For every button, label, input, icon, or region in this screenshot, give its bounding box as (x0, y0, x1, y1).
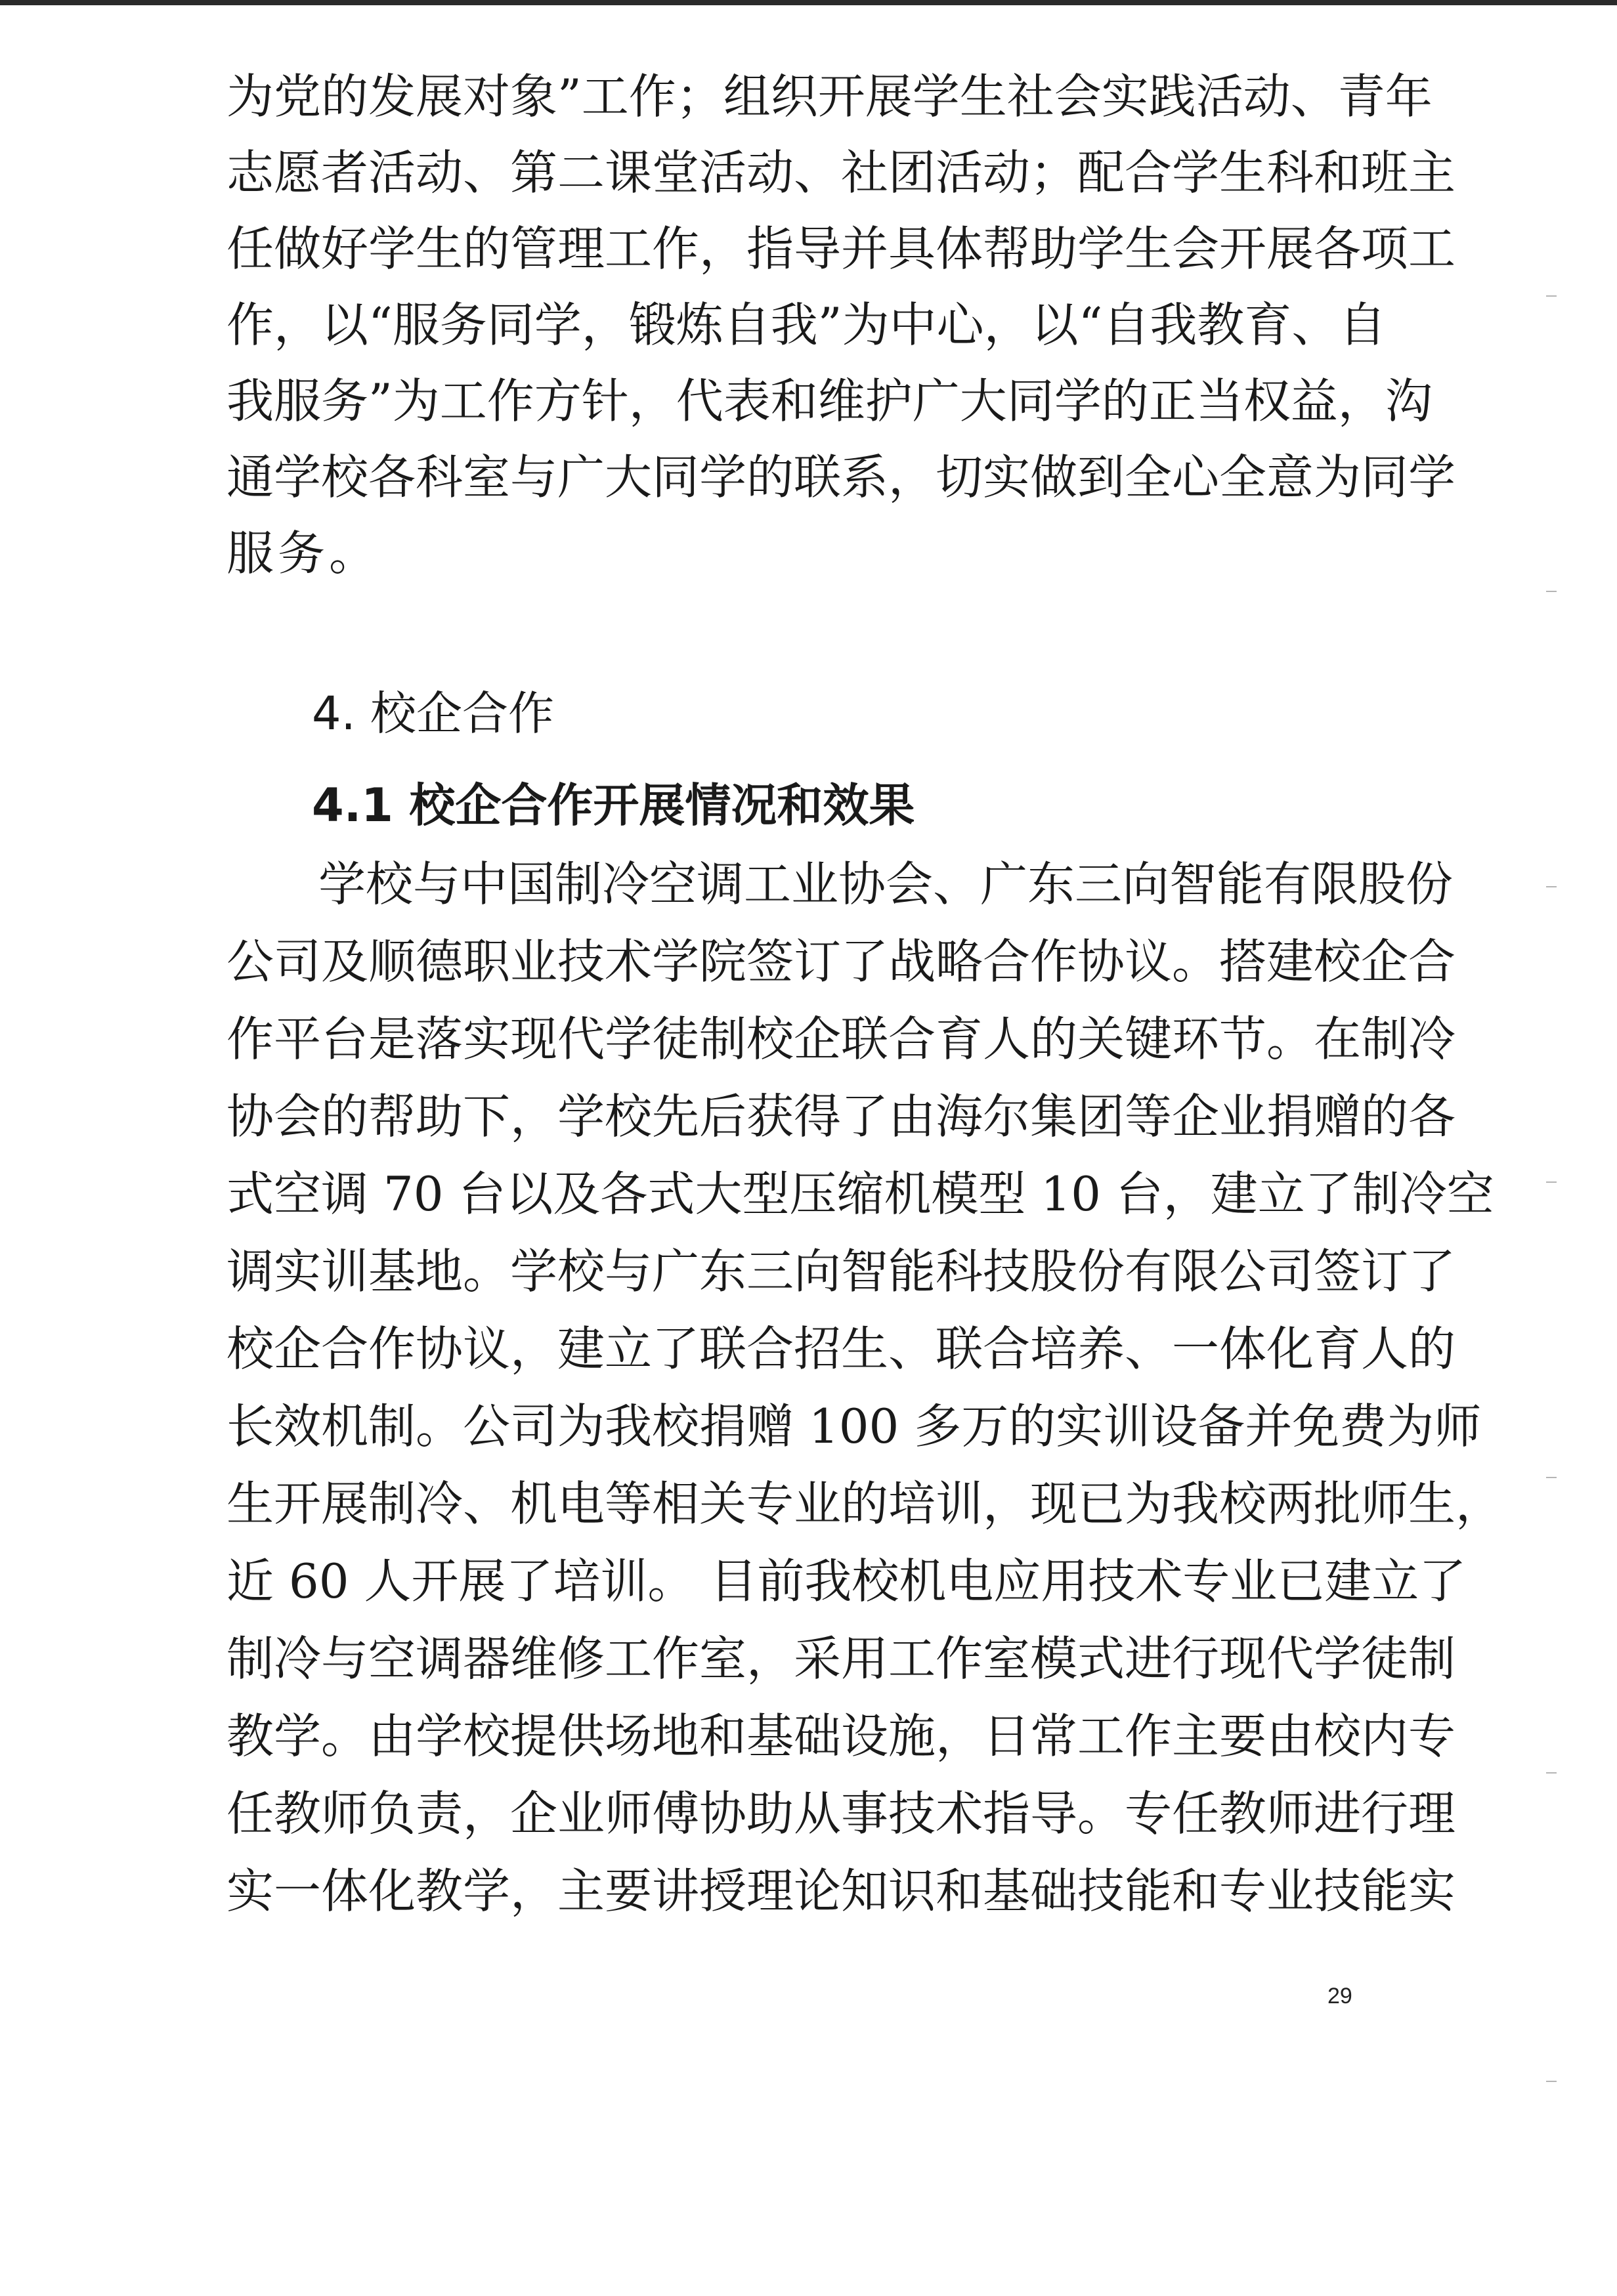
paragraph-line: 校企合作协议，建立了联合招生、联合培养、一体化育人的 (226, 1321, 1456, 1376)
scan-top-edge (0, 0, 1617, 5)
paragraph-line: 生开展制冷、机电等相关专业的培训，现已为我校两批师生， (226, 1476, 1503, 1531)
paragraph-line: 作平台是落实现代学徒制校企联合育人的关键环节。在制冷 (226, 1011, 1456, 1067)
paragraph-line: 作，以“服务同学，锻炼自我”为中心，以“自我教育、自 (226, 297, 1387, 352)
paragraph-line: 制冷与空调器维修工作室，采用工作室模式进行现代学徒制 (226, 1631, 1456, 1686)
scan-speck (1546, 2081, 1557, 2082)
paragraph-line: 近 60 人开展了培训。 目前我校机电应用技术专业已建立了 (226, 1554, 1467, 1609)
subsection-heading: 4.1 校企合作开展情况和效果 (312, 778, 915, 832)
paragraph-first-line: 学校与中国制冷空调工业协会、广东三向智能有限股份 (318, 857, 1454, 912)
paragraph-line: 式空调 70 台以及各式大型压缩机模型 10 台，建立了制冷空 (226, 1166, 1494, 1222)
scan-speck (1546, 295, 1557, 297)
paragraph-line: 长效机制。公司为我校捐赠 100 多万的实训设备并免费为师 (226, 1399, 1482, 1454)
paragraph-line: 我服务”为工作方针，代表和维护广大同学的正当权益，沟 (226, 373, 1433, 429)
paragraph-line: 协会的帮助下，学校先后获得了由海尔集团等企业捐赠的各 (226, 1089, 1456, 1144)
paragraph-line: 服务。 (226, 526, 381, 581)
paragraph-line: 通学校各科室与广大同学的联系，切实做到全心全意为同学 (226, 450, 1456, 505)
scan-speck (1546, 1772, 1557, 1774)
paragraph-line: 任做好学生的管理工作，指导并具体帮助学生会开展各项工 (226, 221, 1456, 276)
paragraph-line: 公司及顺德职业技术学院签订了战略合作协议。搭建校企合 (226, 934, 1456, 989)
paragraph-line: 实一体化教学，主要讲授理论知识和基础技能和专业技能实 (226, 1863, 1456, 1919)
paragraph-line: 调实训基地。学校与广东三向智能科技股份有限公司签订了 (226, 1244, 1456, 1299)
scan-speck (1546, 1477, 1557, 1478)
scan-speck (1546, 1181, 1557, 1183)
paragraph-line: 志愿者活动、第二课堂活动、社团活动；配合学生科和班主 (226, 145, 1456, 200)
paragraph-line: 为党的发展对象”工作；组织开展学生社会实践活动、青年 (226, 69, 1433, 124)
scan-speck (1546, 591, 1557, 592)
paragraph-line: 教学。由学校提供场地和基础设施，日常工作主要由校内专 (226, 1709, 1456, 1764)
paragraph-line: 任教师负责，企业师傅协助从事技术指导。专任教师进行理 (226, 1786, 1456, 1841)
section-heading: 4. 校企合作 (312, 687, 555, 740)
scan-speck (1546, 886, 1557, 887)
page-number: 29 (1327, 1984, 1352, 2009)
